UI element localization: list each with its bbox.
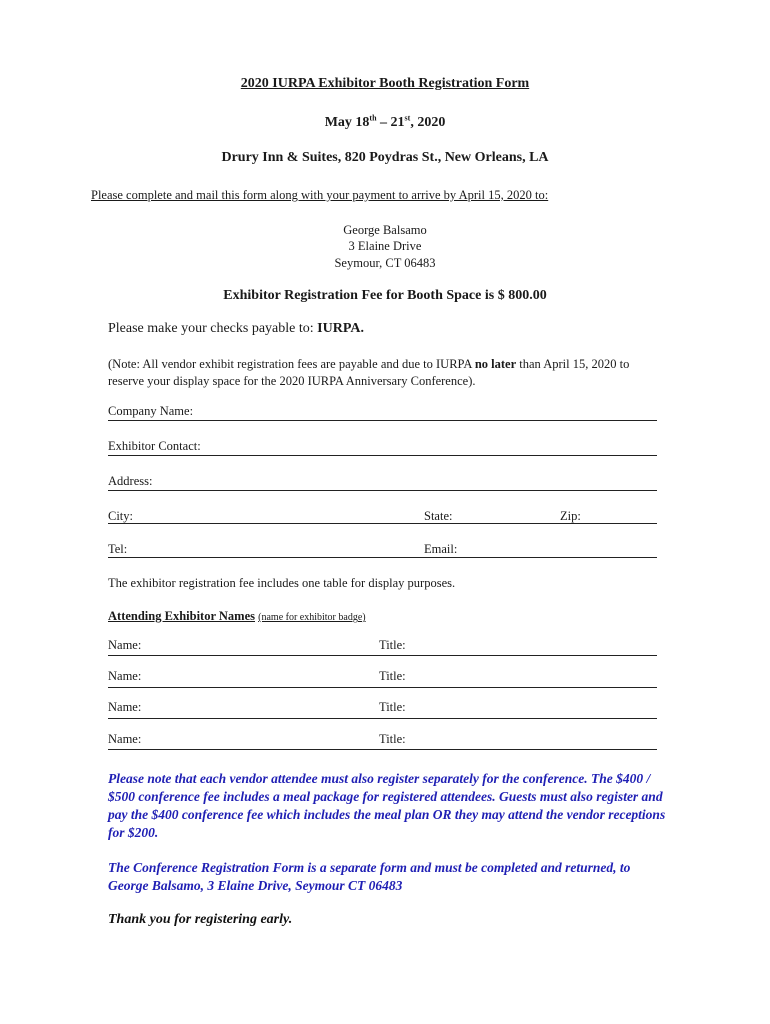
city-label: City: (108, 509, 134, 523)
attendee-4-line[interactable] (108, 749, 657, 750)
event-dates (0, 115, 770, 131)
tel-label: Tel: (108, 542, 128, 556)
email-label: Email: (424, 542, 458, 556)
attendee-2-title-label: Title: (379, 669, 406, 683)
attendee-1-line[interactable] (108, 655, 657, 656)
dates-prefix: May 18 (324, 115, 370, 130)
mail-to-name: George Balsamo (343, 223, 427, 237)
mail-to-street: 3 Elaine Drive (348, 239, 422, 253)
attendee-1-title-label: Title: (379, 638, 406, 652)
fee-includes-note: The exhibitor registration fee includes one table for display purposes. (108, 576, 456, 590)
conference-form-notice: The Conference Registration Form is a separate form and must be completed and returned, to George Balsamo, 3 Elaine Drive, Seymour CT 06483 (108, 860, 631, 893)
note-part1: (Note: All vendor exhibit registration fees are payable and due to IURPA (108, 357, 475, 371)
payable-to: IURPA. (317, 321, 364, 336)
payment-note (108, 356, 668, 390)
dates-sup-th: th (369, 113, 377, 123)
payable-prefix: Please make your checks payable to: (108, 321, 318, 336)
company-name-label: Company Name: (108, 404, 194, 418)
dates-mid: – 21 (376, 115, 405, 130)
thank-you-note: Thank you for registering early. (108, 912, 293, 927)
note-part2: than April 15, 2020 to reserve your display space for the 2020 IURPA Anniversary Conference). (108, 357, 630, 388)
tel-email-line[interactable] (108, 557, 657, 558)
address-line[interactable] (108, 490, 657, 491)
attendee-2-line[interactable] (108, 687, 657, 688)
exhibitor-contact-label: Exhibitor Contact: (108, 439, 201, 453)
address-label: Address: (108, 474, 153, 488)
zip-label: Zip: (560, 509, 581, 523)
attendee-3-line[interactable] (108, 718, 657, 719)
attendee-4-name-label: Name: (108, 732, 142, 746)
mail-to-city: Seymour, CT 06483 (334, 256, 436, 270)
event-venue: Drury Inn & Suites, 820 Poydras St., New Orleans, LA (221, 150, 549, 165)
note-bold: no later (474, 357, 517, 371)
state-label: State: (424, 509, 453, 523)
vendor-registration-notice: Please note that each vendor attendee must also register separately for the conference. The $400 / $500 conference fee includes a meal package for registered attendees. Guests must also register and pay the $400 conference fee which includes the meal plan OR they may attend the vendor receptions for $200. (108, 771, 666, 840)
attending-heading-text: Attending Exhibitor Names (108, 609, 256, 623)
attendee-3-name-label: Name: (108, 700, 142, 714)
mailing-instructions: Please complete and mail this form along with your payment to arrive by April 15, 2020 to: (91, 188, 549, 202)
dates-suffix: , 2020 (410, 115, 446, 130)
city-state-zip-line[interactable] (108, 523, 657, 524)
dates-sup-st: st (404, 113, 411, 123)
attendee-1-name-label: Name: (108, 638, 142, 652)
registration-fee: Exhibitor Registration Fee for Booth Space is $ 800.00 (223, 288, 547, 303)
checks-payable (108, 321, 364, 337)
company-name-line[interactable] (108, 420, 657, 421)
attendee-3-title-label: Title: (379, 700, 406, 714)
attending-heading (108, 609, 366, 624)
form-title: 2020 IURPA Exhibitor Booth Registration Form (240, 76, 530, 91)
attendee-4-title-label: Title: (379, 732, 406, 746)
exhibitor-contact-line[interactable] (108, 455, 657, 456)
attending-subheading: (name for exhibitor badge) (258, 612, 366, 623)
attendee-2-name-label: Name: (108, 669, 142, 683)
